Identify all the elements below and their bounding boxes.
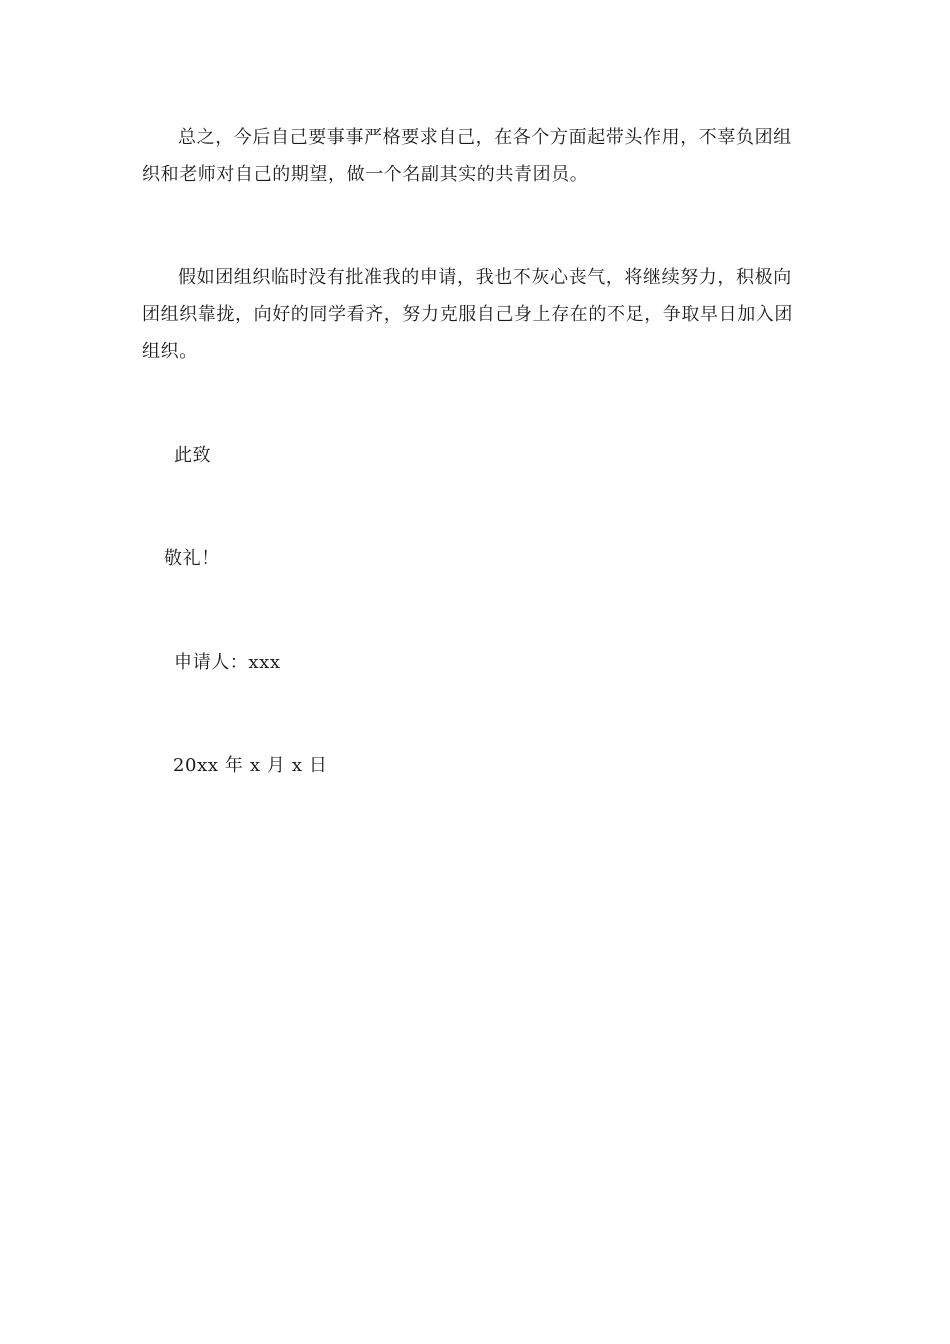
closing-salutation: 此致 bbox=[174, 445, 212, 466]
closing-regards: 敬礼！ bbox=[164, 548, 220, 569]
applicant-signature: 申请人：xxx bbox=[174, 652, 281, 673]
document-date: 20xx 年 x 月 x 日 bbox=[173, 755, 328, 776]
paragraph-commitment: 假如团组织临时没有批准我的申请，我也不灰心丧气，将继续努力，积极向团组织靠拢，向好的同学看齐，努力克服自己身上存在的不足，争取早日加入团组织。 bbox=[142, 267, 793, 362]
paragraph-summary: 总之，今后自己要事事严格要求自己，在各个方面起带头作用，不辜负团组织和老师对自己的期望，做一个名副其实的共青团员。 bbox=[142, 127, 792, 185]
